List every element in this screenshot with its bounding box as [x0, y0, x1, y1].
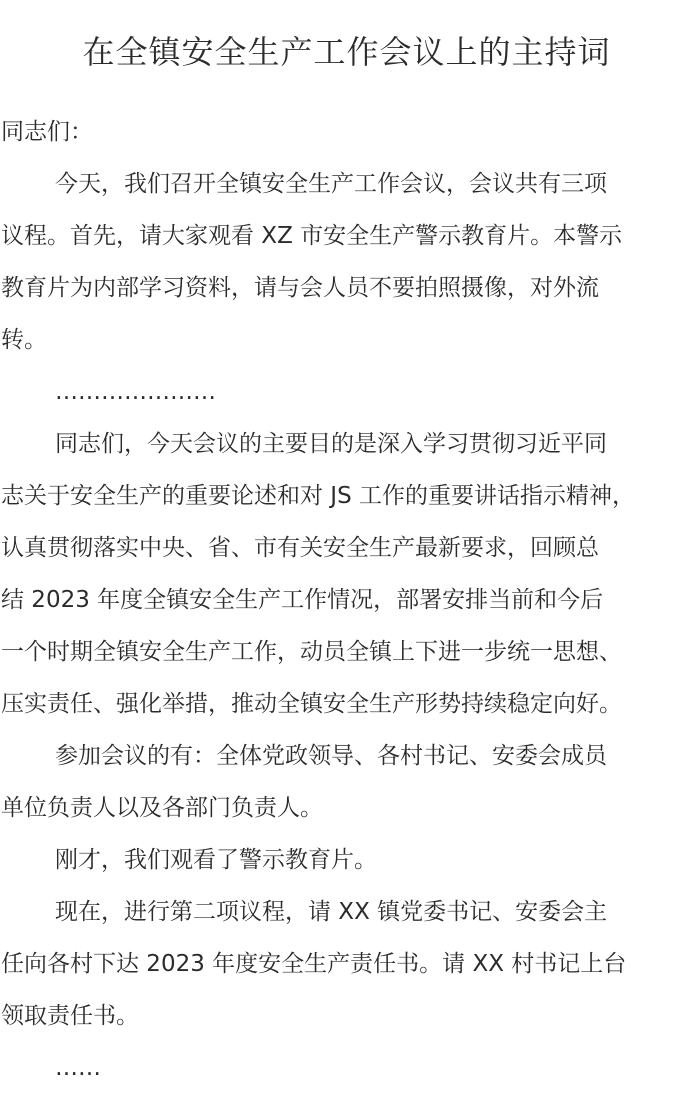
paragraph-line: 议程。首先，请大家观看 XZ 市安全生产警示教育片。本警示 [1, 223, 623, 249]
document-title: 在全镇安全生产工作会议上的主持词 [82, 33, 611, 71]
paragraph-line: 一个时期全镇安全生产工作，动员全镇上下进一步统一思想、 [1, 639, 622, 665]
paragraph-line: 领取责任书。 [1, 1003, 139, 1029]
paragraph-line: 同志们，今天会议的主要目的是深入学习贯彻习近平同 [55, 431, 607, 457]
paragraph-line: 刚才，我们观看了警示教育片。 [55, 847, 377, 873]
paragraph-line: 现在，进行第二项议程，请 XX 镇党委书记、安委会主 [55, 899, 608, 925]
paragraph-line: 教育片为内部学习资料，请与会人员不要拍照摄像，对外流 [1, 275, 599, 301]
paragraph-line: 压实责任、强化举措，推动全镇安全生产形势持续稳定向好。 [1, 691, 622, 717]
paragraph-line: 今天，我们召开全镇安全生产工作会议，会议共有三项 [55, 171, 607, 197]
ellipsis-line: ………………… [55, 379, 216, 405]
paragraph-line: 认真贯彻落实中央、省、市有关安全生产最新要求，回顾总 [1, 535, 599, 561]
ellipsis-line: …… [55, 1055, 101, 1081]
paragraph-line: 志关于安全生产的重要论述和对 JS 工作的重要讲话指示精神， [1, 483, 636, 509]
greeting-line: 同志们： [1, 119, 93, 145]
paragraph-line: 结 2023 年度全镇安全生产工作情况，部署安排当前和今后 [1, 587, 604, 613]
paragraph-line: 转。 [1, 327, 47, 353]
paragraph-line: 单位负责人以及各部门负责人。 [1, 795, 323, 821]
paragraph-line: 任向各村下达 2023 年度安全生产责任书。请 XX 村书记上台 [1, 951, 627, 977]
paragraph-line: 参加会议的有：全体党政领导、各村书记、安委会成员 [55, 743, 607, 769]
document-body [1, 106, 693, 1094]
